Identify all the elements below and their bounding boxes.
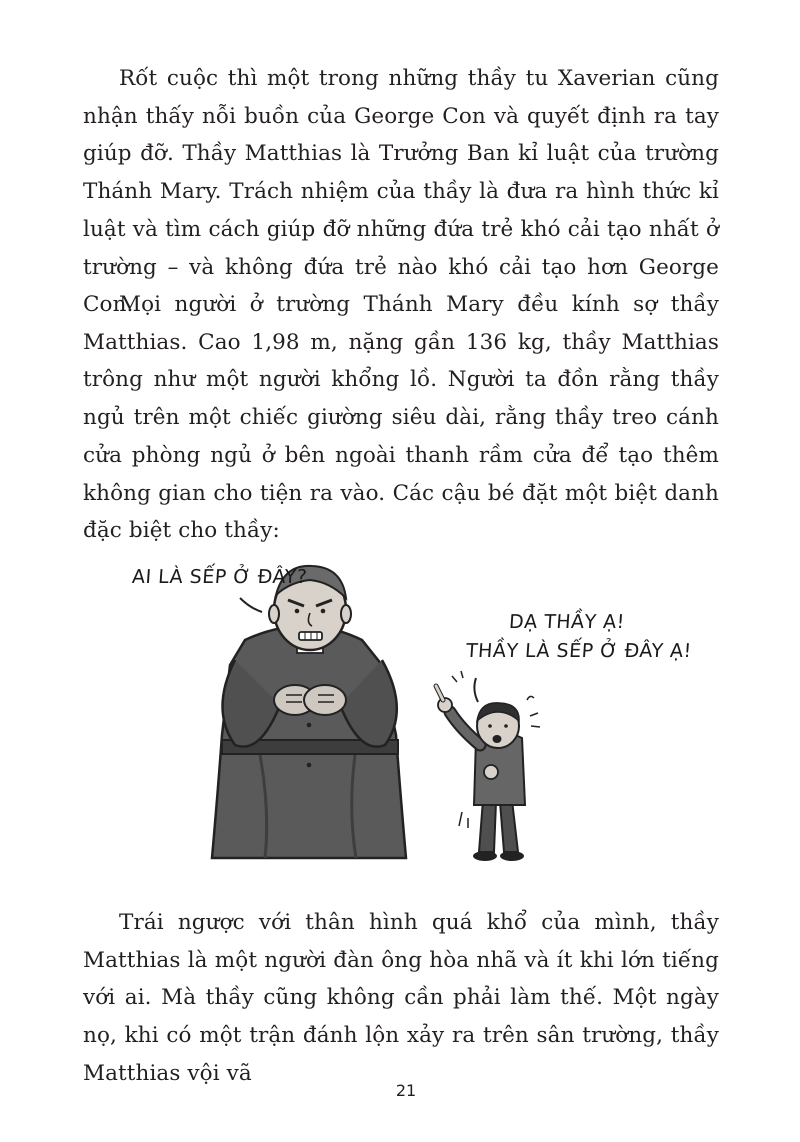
boy-figure [436,671,540,861]
paragraph-1-text: Rốt cuộc thì một trong những thầy tu Xaverian cũng nhận thấy nỗi buồn của George Con và quyết định ra tay giúp đỡ. Thầy Matthias là Trưởng Ban kỉ luật của trường Thánh Mary. Trách nhiệm của thầy là đưa ra hình thức kỉ luật và tìm cách giúp đỡ những đứa trẻ khó cải tạo nhất ở trường – và không đứa trẻ nào khó cải tạo hơn George Con. [83,66,719,318]
paragraph-3 [83,904,719,1093]
brother-matthias-figure [212,566,406,858]
paragraph-3-text: Trái ngược với thân hình quá khổ của mình, thầy Matthias là một người đàn ông hòa nhã và ít khi lớn tiếng với ai. Mà thầy cũng không cần phải làm thế. Một ngày nọ, khi có một trận đánh lộn xảy ra trên sân trường, thầy Matthias vội vã [83,910,719,1086]
paragraph-2 [83,286,719,550]
paragraph-2-text: Mọi người ở trường Thánh Mary đều kính sợ thầy Matthias. Cao 1,98 m, nặng gần 136 kg, thầy Matthias trông như một người khổng lồ. Người ta đồn rằng thầy ngủ trên một chiếc giường siêu dài, rằng thầy treo cánh cửa phòng ngủ ở bên ngoài thanh rầm cửa để tạo thêm không gian cho tiện ra vào. Các cậu bé đặt một biệt danh đặc biệt cho thầy: [83,292,719,544]
page-number: 21 [395,1081,417,1100]
boy-speech-line-1: DẠ THẦY Ạ! [508,611,626,633]
boy-speech-line-2: THẦY LÀ SẾP Ở ĐÂY Ạ! [465,640,693,662]
illustration-brother-matthias-and-boy [100,540,700,870]
paragraph-1 [83,60,719,324]
boss-speech-text: AI LÀ SẾP Ở ĐÂY? [131,566,309,588]
